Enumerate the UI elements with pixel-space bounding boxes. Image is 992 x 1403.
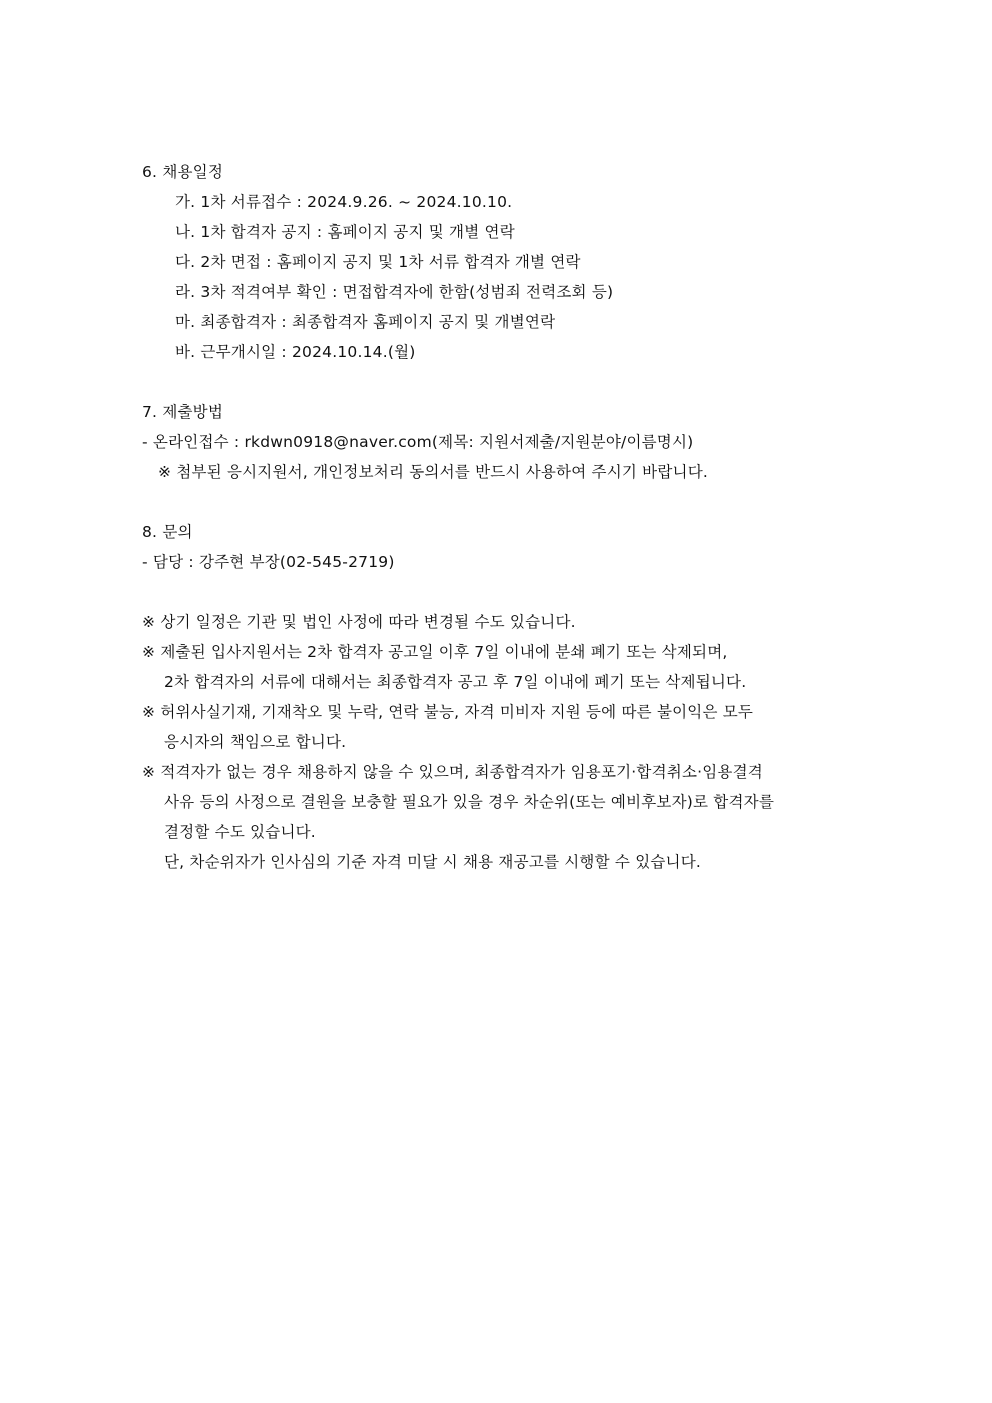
section-heading-inquiry: 8. 문의: [142, 523, 193, 541]
notice-2-line-1: ※ 제출된 입사지원서는 2차 합격자 공고일 이후 7일 이내에 분쇄 폐기 또는 삭제되며,: [142, 643, 728, 661]
notice-4-line-3: 결정할 수도 있습니다.: [164, 823, 316, 841]
section-heading-submission: 7. 제출방법: [142, 403, 224, 421]
notice-4-line-4: 단, 차순위자가 인사심의 기준 자격 미달 시 채용 재공고를 시행할 수 있습니다.: [164, 853, 702, 871]
schedule-item-3: 다. 2차 면접 : 홈페이지 공지 및 1차 서류 합격자 개별 연락: [175, 253, 581, 271]
schedule-item-1: 가. 1차 서류접수 : 2024.9.26. ~ 2024.10.10.: [175, 193, 513, 211]
schedule-item-2: 나. 1차 합격자 공지 : 홈페이지 공지 및 개별 연락: [175, 223, 515, 241]
notice-3-line-2: 응시자의 책임으로 합니다.: [164, 733, 347, 751]
notice-1: ※ 상기 일정은 기관 및 법인 사정에 따라 변경될 수도 있습니다.: [142, 613, 576, 631]
schedule-item-5: 마. 최종합격자 : 최종합격자 홈페이지 공지 및 개별연락: [175, 313, 556, 331]
notice-2-line-2: 2차 합격자의 서류에 대해서는 최종합격자 공고 후 7일 이내에 폐기 또는 삭제됩니다.: [164, 673, 747, 691]
section-heading-schedule: 6. 채용일정: [142, 163, 224, 181]
inquiry-contact: - 담당 : 강주현 부장(02-545-2719): [142, 553, 395, 571]
submission-online: - 온라인접수 : rkdwn0918@naver.com(제목: 지원서제출/지원분야/이름명시): [142, 433, 694, 451]
submission-note: ※ 첨부된 응시지원서, 개인정보처리 동의서를 반드시 사용하여 주시기 바랍니다.: [158, 463, 708, 481]
schedule-item-6: 바. 근무개시일 : 2024.10.14.(월): [175, 343, 416, 361]
notice-4-line-2: 사유 등의 사정으로 결원을 보충할 필요가 있을 경우 차순위(또는 예비후보자)로 합격자를: [164, 793, 774, 811]
notice-3-line-1: ※ 허위사실기재, 기재착오 및 누락, 연락 불능, 자격 미비자 지원 등에 따른 불이익은 모두: [142, 703, 754, 721]
schedule-item-4: 라. 3차 적격여부 확인 : 면접합격자에 한함(성범죄 전력조회 등): [175, 283, 614, 301]
notice-4-line-1: ※ 적격자가 없는 경우 채용하지 않을 수 있으며, 최종합격자가 임용포기·합격취소·임용결격: [142, 763, 763, 781]
